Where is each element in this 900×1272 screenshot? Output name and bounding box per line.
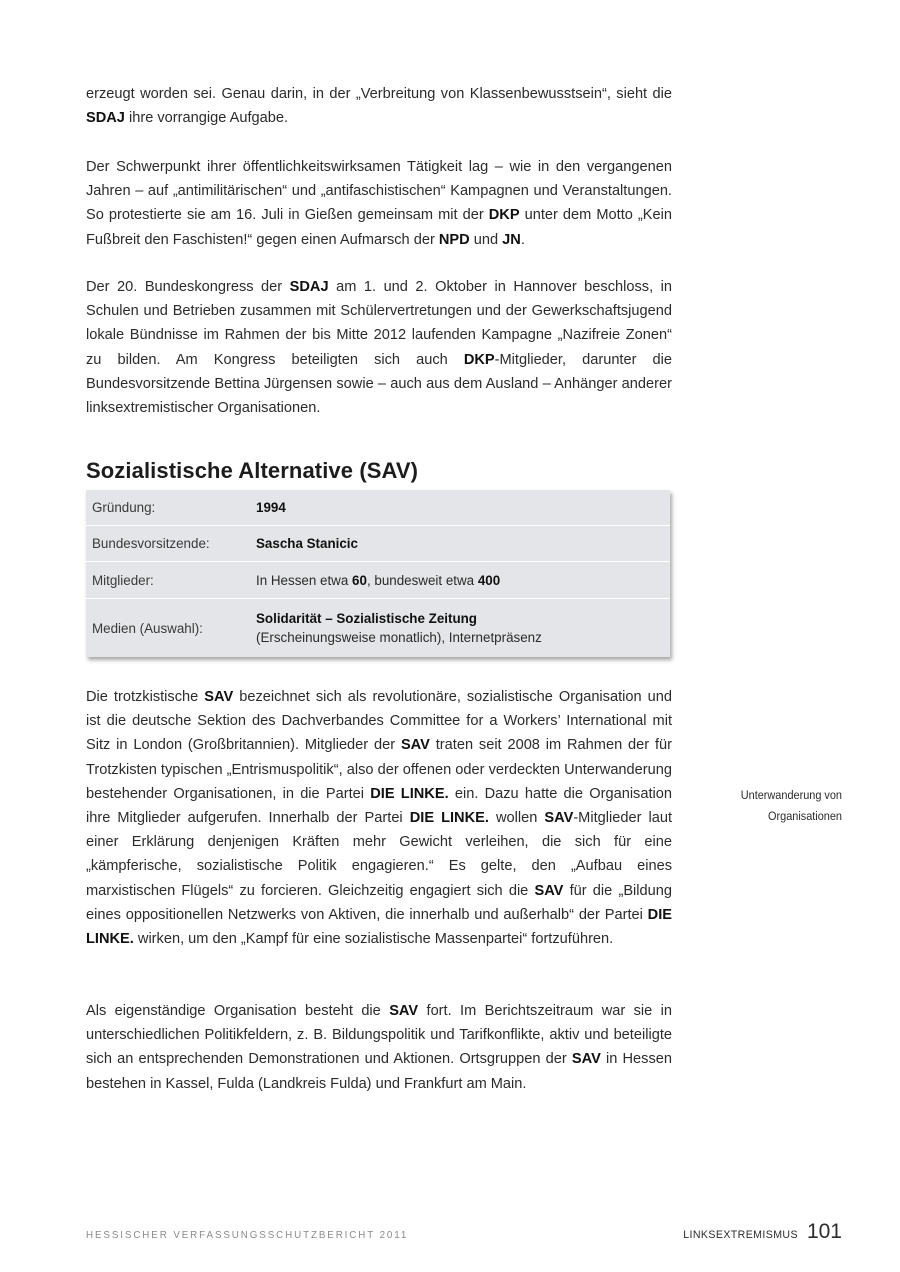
infobox-label: Gründung: xyxy=(92,500,156,515)
infobox-row-gruendung xyxy=(86,490,670,526)
margin-note-line: Unterwanderung von xyxy=(740,788,842,802)
infobox-value: 1994 xyxy=(256,500,286,515)
margin-note-line: Organisationen xyxy=(768,809,842,823)
infobox-value: In Hessen etwa 60, bundesweit etwa 400 xyxy=(256,572,501,588)
infobox-value: Sascha Stanicic xyxy=(256,536,358,551)
infobox-row-bundesvorsitzende xyxy=(86,526,670,562)
infobox-label: Medien (Auswahl): xyxy=(92,620,203,636)
paragraph-sav-beschreibung: Die trotzkistische SAV bezeichnet sich als revolutionäre, sozialistische Organisation und ist die deutsche Sektion des Dachverbandes Committee for a Workers’ International mit Sitz in London (Großbritannien). Mitglieder der SAV traten seit 2008 im Rahmen der für Trotzkisten typischen „Entrismuspolitik“, also der offenen oder verdeckten Unterwanderung bestehender Organisationen, in die Partei DIE LINKE. ein. Dazu hatte die Organisation ihre Mitglieder aufgerufen. Innerhalb der Partei DIE LINKE. wollen SAV-Mitglieder laut einer Erklärung denjenigen Kräften mehr Gewicht verleihen, die sich für eine „kämpferische, sozialistische Politik engagieren.“ Es gelte, den „Aufbau eines marxistischen Flügels“ zu forcieren. Gleichzeitig engagiert sich die SAV für die „Bildung eines oppositionellen Netzwerks von Aktiven, die innerhalb und außerhalb“ der Partei DIE LINKE. wirken, um den „Kampf für eine sozialistische Massenpartei“ fortzuführen. xyxy=(86,689,673,948)
paragraph-sav-ortsgruppen: Als eigenständige Organisation besteht die SAV fort. Im Berichtszeitraum war sie in unterschiedlichen Politikfeldern, z. B. Bildungspolitik und Tarifkonflikte, aktiv und beteiligte sich an entsprechenden Demonstrationen und Aktionen. Ortsgruppen der SAV in Hessen bestehen in Kassel, Fulda (Landkreis Fulda) und Frankfurt am Main. xyxy=(86,1003,672,1092)
footer-publication: HESSISCHER VERFASSUNGSSCHUTZBERICHT 2011 xyxy=(86,1230,409,1241)
paragraph-sdaj-kampagnen: Der Schwerpunkt ihrer öffentlichkeitswirksamen Tätigkeit lag – wie in den vergangenen Jahren – auf „antimilitärischen“ und „antifaschistischen“ Kampagnen und Veranstaltungen. So protestierte sie am 16. Juli in Gießen gemeinsam mit der DKP unter dem Motto „Kein Fußbreit den Faschisten!“ gegen einen Aufmarsch der NPD und JN. xyxy=(86,159,672,248)
infobox-value: Solidarität – Sozialistische Zeitung (Erscheinungsweise monatlich), Internetpräsenz xyxy=(256,611,542,645)
paragraph-sdaj-aufgabe: erzeugt worden sei. Genau darin, in der „Verbreitung von Klassenbewusstsein“, sieht die SDAJ ihre vorrangige Aufgabe. xyxy=(86,86,672,127)
margin-note xyxy=(717,785,842,827)
footer-section-label: LINKSEXTREMISMUS xyxy=(683,1229,798,1241)
infobox-row-mitglieder xyxy=(86,562,670,599)
infobox-row-medien xyxy=(86,599,670,657)
section-heading-sav: Sozialistische Alternative (SAV) xyxy=(86,458,419,483)
sav-infobox xyxy=(86,490,670,657)
paragraph-sdaj-bundeskongress: Der 20. Bundeskongress der SDAJ am 1. und 2. Oktober in Hannover beschloss, in Schulen und Betrieben zusammen mit Schülervertretungen und der Gewerkschaftsjugend lokale Bündnisse im Rahmen der bis Mitte 2012 laufenden Kampagne „Nazifreie Zonen“ zu bilden. Am Kongress beteiligten sich auch DKP-Mitglieder, darunter die Bundesvorsitzende Bettina Jürgensen sowie – auch aus dem Ausland – Anhänger anderer linksextremistischer Organisationen. xyxy=(86,279,673,417)
footer-section-block xyxy=(683,1220,842,1244)
page-number: 101 xyxy=(806,1220,842,1243)
infobox-label: Bundesvorsitzende: xyxy=(92,536,210,551)
infobox-label: Mitglieder: xyxy=(92,572,154,588)
